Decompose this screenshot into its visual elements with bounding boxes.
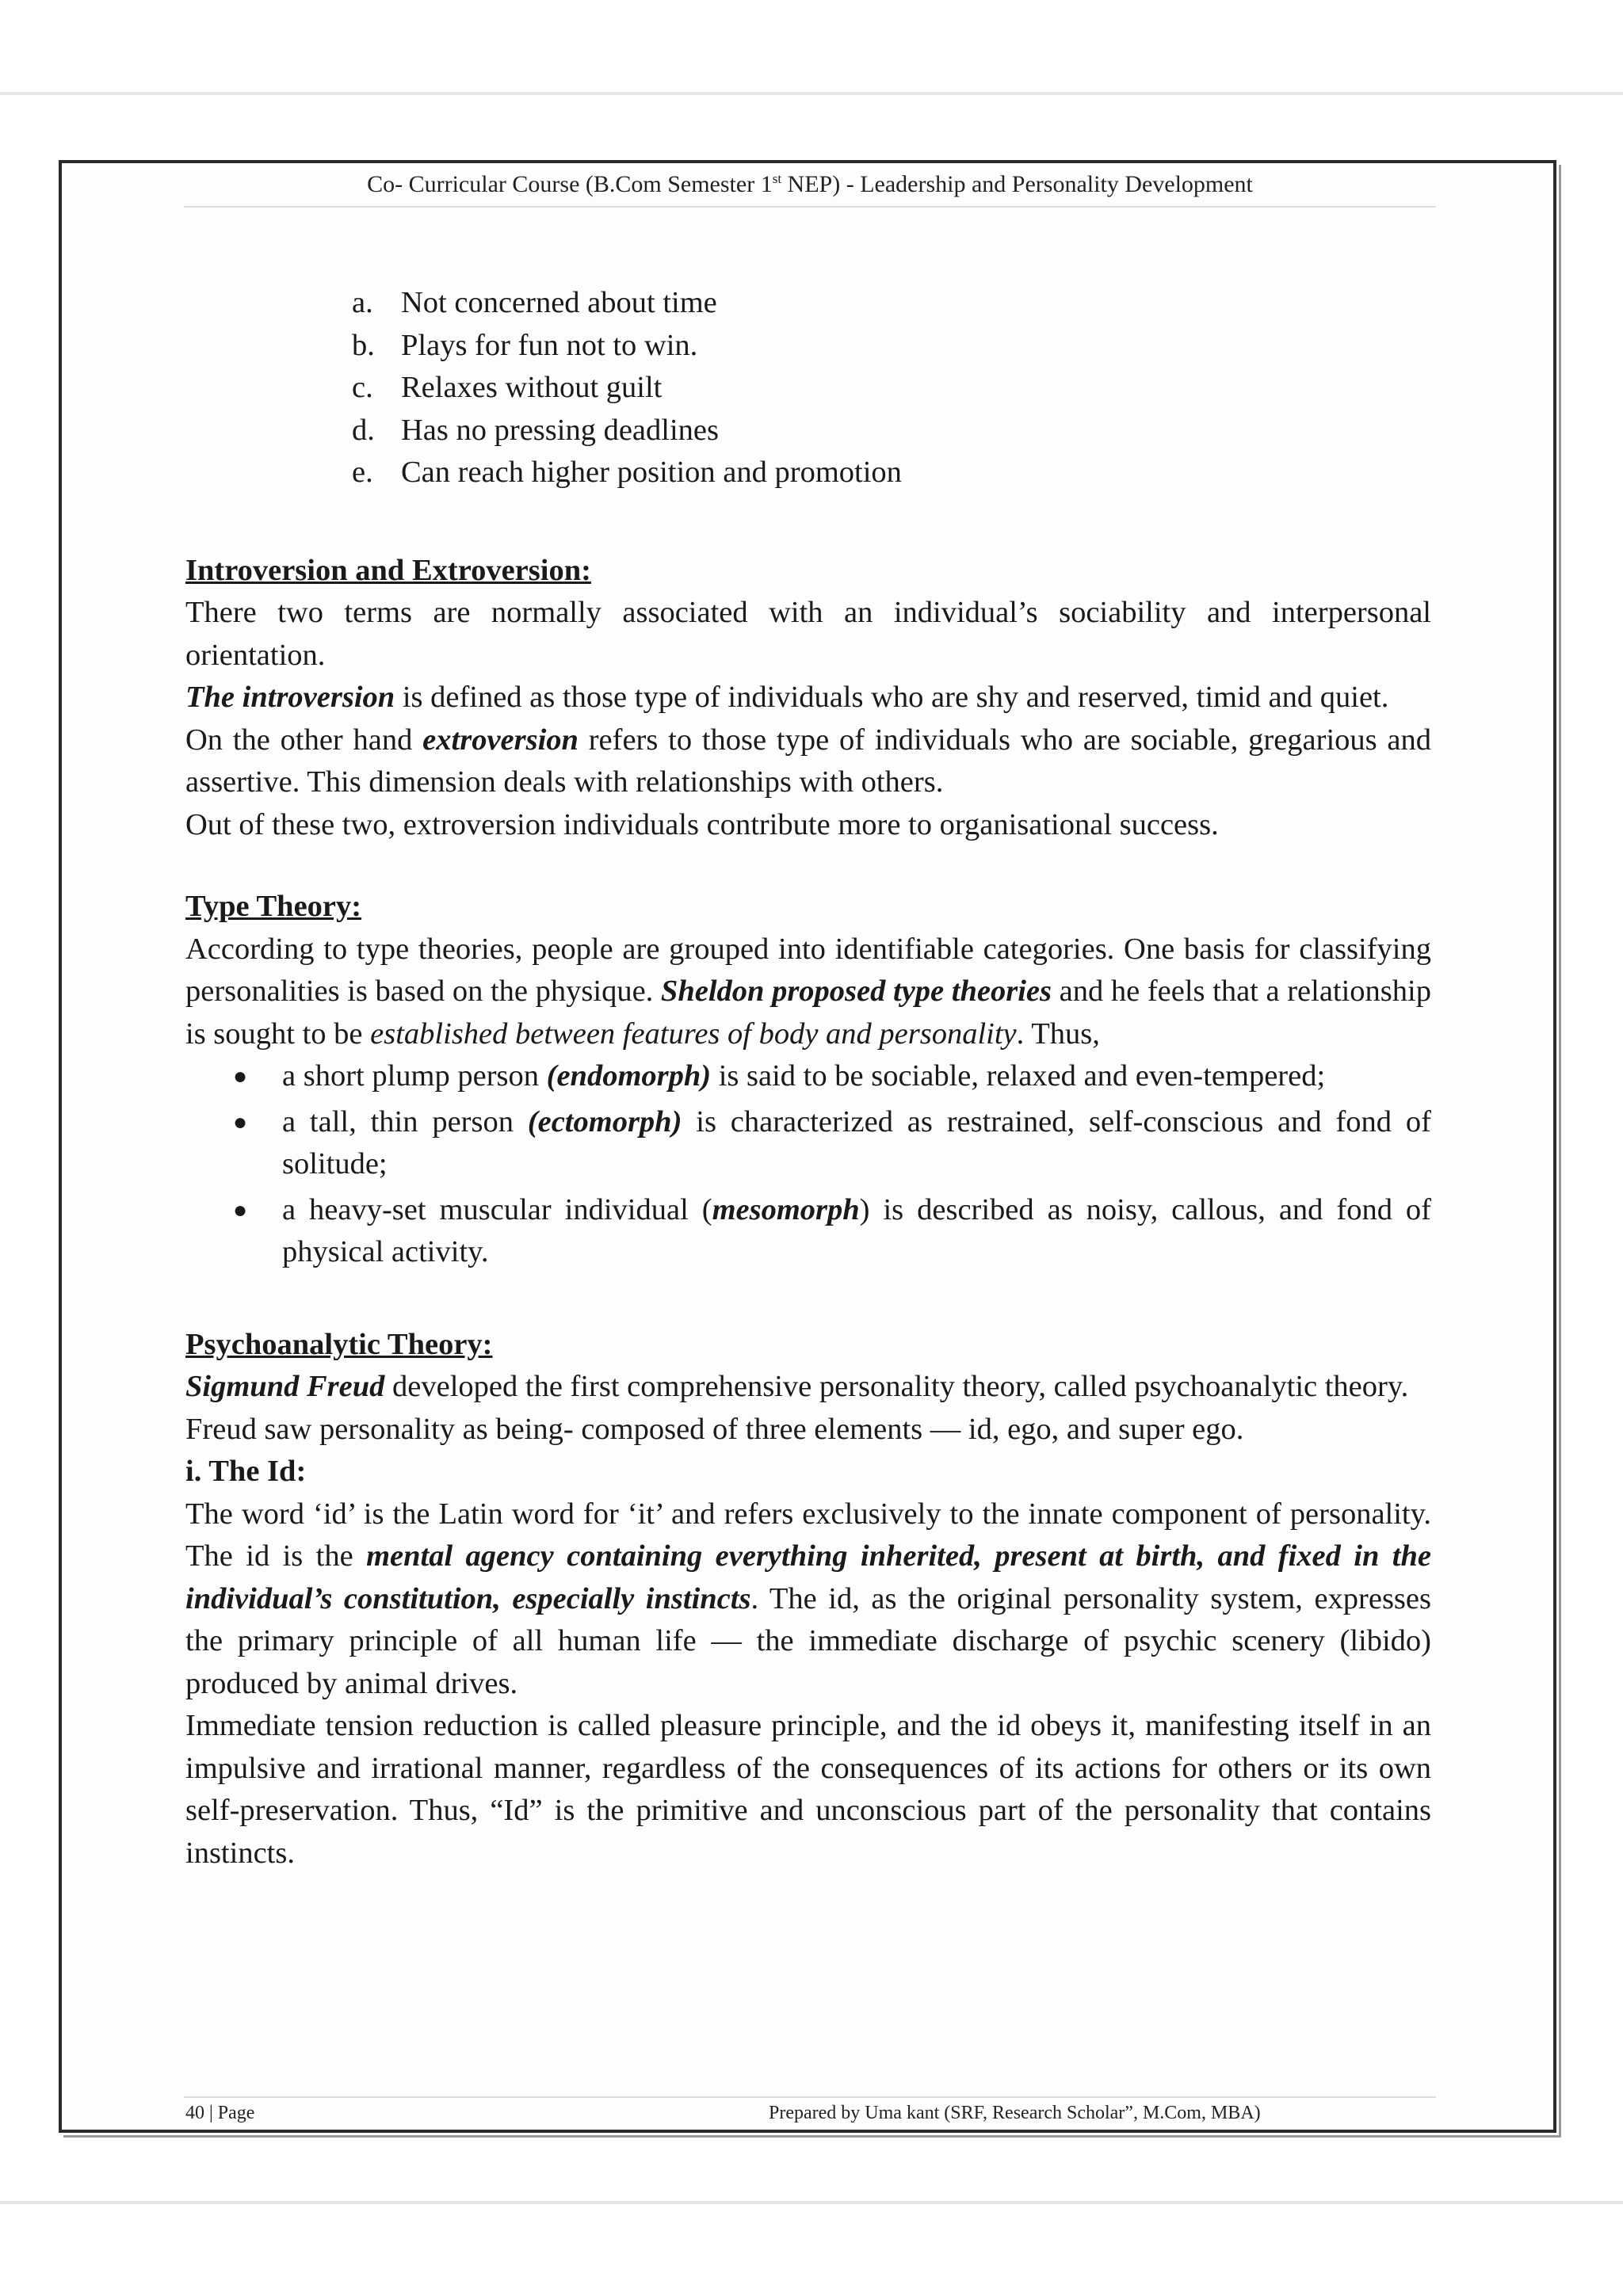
bullet-icon: ● (233, 1108, 248, 1135)
list-item (185, 1055, 1431, 1098)
list-marker: c. (352, 371, 373, 404)
list-item (352, 452, 1431, 494)
emphasis: mesomorph (712, 1192, 860, 1226)
header-rule (184, 206, 1436, 208)
header-text-2: NEP) - Leadership and Personality Development (781, 171, 1253, 197)
paragraph-text: . The id, as the original personality system, expresses the primary principle of all human life — the immediate discharge of psychic scenery (libido) produced by animal drives. (185, 1581, 1431, 1700)
footer-rule (184, 2096, 1436, 2098)
list-text (282, 1189, 1431, 1274)
paragraph (185, 1366, 1431, 1409)
paragraph (185, 719, 1431, 804)
section-title-psychoanalytic: Psychoanalytic Theory: (185, 1327, 493, 1361)
emphasis: (ectomorph) (527, 1104, 682, 1138)
paragraph: Immediate tension reduction is called pleasure principle, and the id obeys it, manifesting itself in an impulsive and irrational manner, regardless of the consequences of its actions for others or its own self-preservation. Thus, “Id” is the primitive and unconscious part of the personality that contains instincts. (185, 1709, 1431, 1870)
paragraph (185, 1493, 1431, 1706)
list-item (185, 1101, 1431, 1186)
list-marker: e. (352, 456, 373, 489)
bullet-icon: ● (233, 1196, 248, 1223)
viewer-bottom-divider (0, 2201, 1623, 2204)
emphasis: mental agency containing everything inherited, present at birth, and fixed in the individual’s constitution, especially instincts (185, 1539, 1431, 1615)
list-text: Can reach higher position and promotion (401, 456, 902, 489)
paragraph (185, 929, 1431, 1056)
paragraph-text: refers to those type of individuals who are sociable, gregarious and assertive. This dimension deals with relationships with others. (185, 723, 1431, 799)
list-text: Plays for fun not to win. (401, 328, 698, 362)
paragraph: Out of these two, extroversion individuals contribute more to organisational success. (185, 807, 1219, 841)
page-body (185, 282, 1431, 1875)
list-item (352, 325, 1431, 368)
paragraph-text: is defined as those type of individuals who are shy and reserved, timid and quiet. (395, 681, 1389, 714)
list-text-part: is characterized as restrained, self-conscious and fond of solitude; (282, 1104, 1431, 1180)
list-text (282, 1101, 1431, 1186)
physique-list (185, 1055, 1431, 1274)
page-number: 40 | Page (185, 2103, 255, 2123)
emphasis: The introversion (185, 681, 395, 714)
paragraph (185, 677, 1431, 719)
list-item (352, 410, 1431, 452)
footer-credit: Prepared by Uma kant (SRF, Research Scholar”, M.Com, MBA) (769, 2103, 1261, 2123)
list-marker: a. (352, 286, 373, 319)
paragraph: There two terms are normally associated with an individual’s sociability and interpersonal orientation. (185, 596, 1431, 672)
list-item (352, 367, 1431, 410)
list-marker: b. (352, 328, 375, 362)
emphasis: Sheldon proposed type theories (660, 974, 1052, 1008)
paragraph-text: and he feels that a relationship is sought to be (185, 974, 1431, 1051)
list-text-part: a short plump person (282, 1059, 547, 1093)
emphasis: Sigmund Freud (185, 1370, 385, 1403)
list-item (352, 282, 1431, 325)
paragraph-text: According to type theories, people are grouped into identifiable categories. One basis for classifying personalities is based on the physique. (185, 932, 1431, 1008)
paragraph-text: On the other hand (185, 723, 423, 757)
list-marker: d. (352, 413, 375, 447)
list-text: Not concerned about time (401, 286, 717, 319)
subheading-id: i. The Id: (185, 1455, 307, 1488)
viewer-top-divider (0, 92, 1623, 95)
list-item (185, 1189, 1431, 1274)
section-title-introversion: Introversion and Extroversion: (185, 553, 591, 587)
list-text-part: a heavy-set muscular individual ( (282, 1192, 712, 1226)
header-superscript: st (772, 171, 782, 186)
bullet-icon: ● (233, 1063, 248, 1089)
list-text-part: is said to be sociable, relaxed and even-tempered; (711, 1059, 1326, 1093)
paragraph-text: . Thus, (1016, 1016, 1100, 1051)
running-header (184, 171, 1436, 198)
italic-text: established between features of body and personality (370, 1016, 1017, 1051)
section-title-type-theory: Type Theory: (185, 890, 362, 923)
paragraph-text: The word ‘id’ is the Latin word for ‘it’ and refers exclusively to the innate component of personality. The id is the (185, 1497, 1431, 1573)
list-text: Relaxes without guilt (401, 371, 663, 404)
header-text-1: Co- Curricular Course (B.Com Semester 1 (367, 171, 773, 197)
emphasis: (endomorph) (546, 1059, 712, 1093)
emphasis: extroversion (422, 723, 579, 757)
list-text: Has no pressing deadlines (401, 413, 719, 447)
paragraph: Freud saw personality as being- composed of three elements — id, ego, and super ego. (185, 1412, 1244, 1446)
list-text-part: ) is described as noisy, callous, and fond of physical activity. (282, 1192, 1431, 1268)
list-text-part: a tall, thin person (282, 1104, 528, 1138)
characteristics-list (352, 282, 1431, 494)
paragraph-text: developed the first comprehensive personality theory, called psychoanalytic theory. (384, 1370, 1409, 1403)
list-text (282, 1055, 1431, 1098)
